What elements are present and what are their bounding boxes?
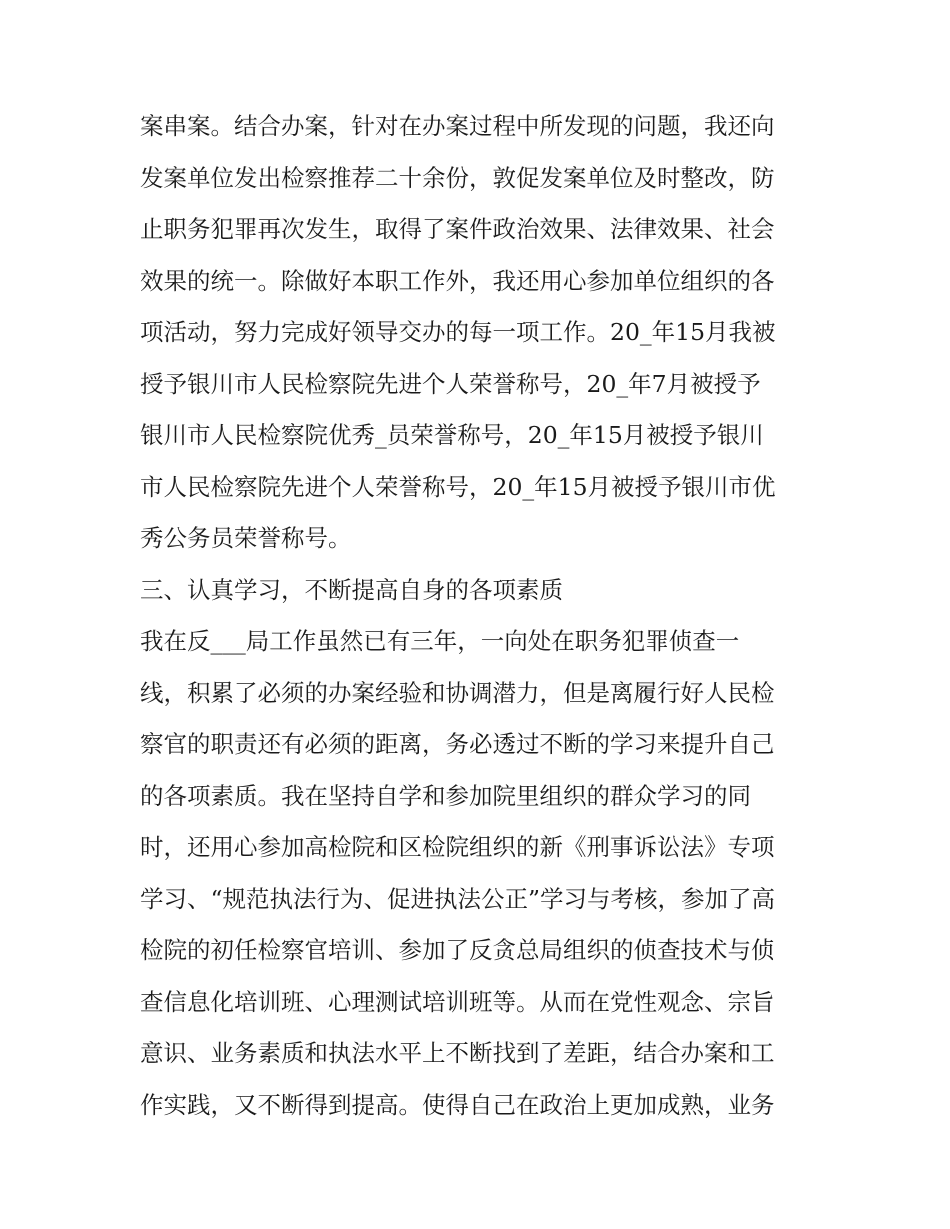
text-line: 项活动，努力完成好领导交办的每一项工作。20_年15月我被 [140, 318, 776, 346]
text-line: 察官的职责还有必须的距离，务必透过不断的学习来提升自己 [140, 730, 775, 758]
text-line: 意识、业务素质和执法水平上不断找到了差距，结合办案和工 [140, 1039, 775, 1067]
text-line: 效果的统一。除做好本职工作外，我还用心参加单位组织的各 [140, 266, 775, 295]
document-body [140, 101, 830, 1131]
text-line: 秀公务员荣誉称号。 [140, 524, 352, 552]
text-line: 案串案。结合办案，针对在办案过程中所发现的问题，我还向 [140, 112, 775, 140]
text-line: 学习、“规范执法行为、促进执法公正”学习与考核，参加了高 [140, 884, 776, 913]
text-line: 止职务犯罪再次发生，取得了案件政治效果、法律效果、社会 [140, 215, 775, 243]
text-line: 银川市人民检察院优秀_员荣誉称号，20_年15月被授予银川 [140, 421, 764, 449]
text-line: 我在反___局工作虽然已有三年，一向处在职务犯罪侦查一 [140, 627, 740, 655]
text-line: 的各项素质。我在坚持自学和参加院里组织的群众学习的同 [140, 781, 751, 810]
text-line: 作实践，又不断得到提高。使得自己在政治上更加成熟，业务 [140, 1090, 775, 1119]
text-line: 线，积累了必须的办案经验和协调潜力，但是离履行好人民检 [140, 678, 775, 707]
text-line: 发案单位发出检察推荐二十余份，敦促发案单位及时整改，防 [140, 163, 775, 192]
text-line: 查信息化培训班、心理测试培训班等。从而在党性观念、宗旨 [140, 987, 775, 1016]
text-line: 检院的初任检察官培训、参加了反贪总局组织的侦查技术与侦 [140, 936, 775, 964]
text-line: 时，还用心参加高检院和区检院组织的新《刑事诉讼法》专项 [140, 833, 775, 861]
text-line: 授予银川市人民检察院先进个人荣誉称号，20_年7月被授予 [140, 369, 761, 398]
text-line: 市人民检察院先进个人荣誉称号，20_年15月被授予银川市优 [140, 472, 776, 501]
section-heading: 三、认真学习，不断提高自身的各项素质 [140, 575, 563, 604]
